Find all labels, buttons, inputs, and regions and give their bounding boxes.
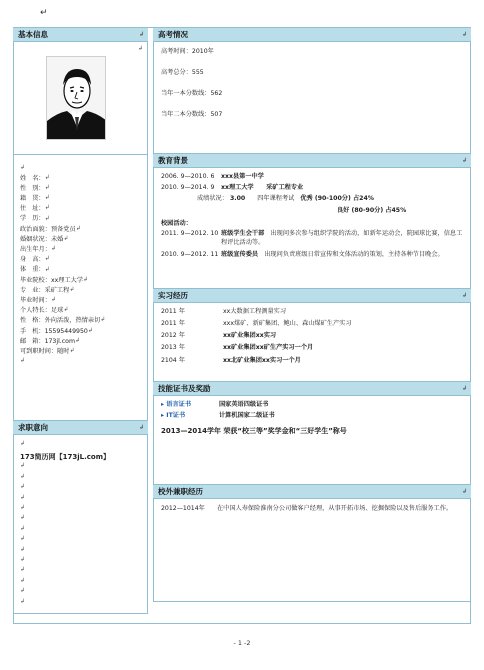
paragraph-mark: ↲	[63, 306, 69, 314]
activity-role: 班级学生会干部	[221, 229, 265, 237]
info-value: 预备党员	[50, 225, 76, 233]
practice-row	[161, 332, 463, 339]
info-label-2: 格	[32, 317, 39, 325]
campus-job-title: 校外兼职经历	[158, 487, 203, 496]
info-colon: ：	[38, 256, 45, 264]
info-label-2: 历	[32, 215, 39, 223]
activity-desc	[221, 230, 463, 248]
info-row	[20, 245, 141, 255]
info-value: 随时	[57, 347, 70, 355]
paragraph-mark: ↲	[44, 204, 50, 212]
info-row-blank	[20, 163, 141, 173]
info-value: 足球	[50, 307, 64, 315]
paragraph-mark: ↲	[44, 255, 50, 263]
empty-line: ↲	[20, 493, 26, 501]
info-label: 婚姻状况	[20, 235, 45, 243]
info-label: 毕业院校	[20, 276, 45, 284]
empty-line: ↲	[20, 462, 26, 470]
paragraph-mark: ↲	[69, 347, 75, 355]
activity-text: 出现问多次参与组织学院的活动，如新年运动会，院园球比赛，信息工程评比活动等。	[221, 229, 463, 246]
info-label-2: 业	[32, 286, 39, 294]
cert-kind-label: 语言证书	[166, 401, 192, 408]
empty-line: ↲	[20, 440, 26, 447]
paragraph-mark: ↲	[87, 326, 93, 334]
edu-school: xxx县第一中学	[221, 173, 264, 180]
info-label-2: 高	[32, 256, 39, 264]
paragraph-mark: ↲	[100, 316, 106, 324]
info-colon: ：	[38, 205, 45, 213]
profile-photo	[46, 56, 106, 140]
info-label: 邮	[20, 337, 33, 345]
gaokao-header	[153, 27, 471, 42]
info-colon: ：	[38, 195, 45, 203]
info-label-2: 名	[32, 174, 39, 182]
cell-mark: ↲	[20, 163, 26, 171]
info-row	[20, 204, 141, 214]
info-colon: ：	[38, 327, 45, 335]
info-label: 毕业时间	[20, 296, 45, 304]
portrait-image	[47, 57, 106, 140]
excellent-rate: 优秀 (90-100分) 占24%	[300, 195, 374, 203]
award-line: 2013—2014学年 荣获“校三等”奖学金和“三好学生”称号	[161, 427, 347, 436]
info-label-2: 贯	[32, 195, 39, 203]
cell-mark: ↲	[461, 488, 467, 495]
paragraph-mark: ↲	[44, 184, 50, 192]
practice-body	[153, 303, 471, 381]
activity-text: 出现问负责班级日常宣传和文体活动的策划，主持各种节目晚会。	[264, 250, 444, 258]
empty-line: ↲	[20, 587, 26, 595]
empty-line: ↲	[20, 504, 26, 511]
practice-text: xx北矿业集团xx实习一个月	[223, 356, 301, 364]
empty-line: ↲	[20, 535, 26, 543]
page-number: - 1 -2	[233, 639, 251, 647]
info-value: 采矿工程	[44, 286, 70, 294]
score-label: 成绩状况：	[197, 195, 228, 203]
cell-mark: ↲	[461, 31, 467, 38]
info-row	[20, 265, 141, 275]
paragraph-mark: ↲	[44, 265, 50, 273]
right-column	[153, 27, 471, 602]
gaokao-line: 当年二本分数线：507	[161, 111, 223, 119]
info-colon: ：	[44, 235, 51, 243]
campus-job-body	[153, 499, 471, 602]
info-colon: ：	[44, 246, 51, 254]
edu-date: 2006. 9—2010. 6	[161, 173, 215, 180]
basic-info-title: 基本信息	[18, 30, 48, 39]
gaokao-line: 高考总分：555	[161, 69, 204, 77]
practice-row	[161, 357, 463, 364]
edu-score-row	[161, 195, 463, 202]
basic-info-header	[13, 27, 148, 42]
practice-year: 2011 年	[161, 320, 185, 328]
education-title: 教育背景	[158, 156, 188, 165]
practice-row	[161, 308, 463, 315]
info-colon: ：	[44, 307, 51, 315]
cert-row	[161, 401, 463, 408]
good-rate: 良好 (80-90分) 占45%	[337, 207, 407, 215]
info-value: 外向活泼，热情亲切	[44, 317, 101, 325]
info-label: 体	[20, 266, 33, 274]
paragraph-mark: ↲	[83, 275, 89, 283]
empty-line: ↲	[20, 555, 26, 563]
info-label: 可到职时间	[20, 347, 51, 355]
info-row	[20, 306, 141, 316]
empty-line: ↲	[20, 514, 26, 522]
info-label-2: 重	[32, 266, 39, 274]
empty-line: ↲	[20, 472, 26, 480]
cert-kind-label: IT证书	[166, 412, 186, 420]
practice-rows	[161, 308, 463, 364]
info-row-end	[20, 357, 141, 367]
info-value: 未婚	[50, 235, 64, 243]
info-colon: ：	[44, 296, 51, 304]
edu-row	[161, 173, 463, 180]
practice-header	[153, 288, 471, 303]
info-colon: ：	[38, 337, 45, 345]
edu-date: 2010. 9—2014. 9	[161, 184, 215, 192]
left-column	[13, 27, 148, 614]
practice-year: 2012 年	[161, 332, 185, 340]
info-label: 性	[20, 317, 33, 325]
info-label: 出生年月	[20, 246, 45, 254]
empty-line: ↲	[20, 483, 26, 491]
gaokao-body	[153, 42, 471, 153]
edu-row	[161, 184, 463, 191]
info-label: 住	[20, 205, 33, 213]
info-colon: ：	[38, 266, 45, 274]
cert-header	[153, 381, 471, 396]
info-row	[20, 316, 141, 326]
info-row	[20, 275, 141, 285]
empty-line: ↲	[20, 566, 26, 574]
gaokao-title: 高考情况	[158, 30, 188, 39]
cell-mark: ↲	[137, 45, 143, 52]
gaokao-line: 高考时间：2010年	[161, 48, 214, 55]
job-site-link[interactable]: 173简历网【173jL.com】	[20, 453, 110, 462]
info-colon: ：	[38, 215, 45, 223]
practice-text: xx矿业集团xx实习	[223, 332, 277, 340]
info-row	[20, 183, 141, 193]
info-colon: ：	[44, 276, 51, 284]
empty-line: ↲	[20, 597, 26, 605]
info-label: 手	[20, 327, 33, 335]
info-label: 个人特长	[20, 307, 45, 315]
practice-row	[161, 344, 463, 351]
cell-mark: ↲	[461, 385, 467, 392]
practice-text: xxx煤矿、新矿集团、鲍山、森山煤矿生产实习	[223, 320, 352, 328]
cert-kind: ▸ IT证书	[161, 412, 186, 420]
cert-kind: ▸ 语言证书	[161, 401, 192, 408]
info-colon: ：	[44, 225, 51, 233]
info-row	[20, 224, 141, 234]
info-label: 籍	[20, 195, 33, 203]
empty-line: ↲	[20, 576, 26, 584]
activity-date: 2010. 9—2012. 11	[161, 250, 219, 258]
education-body	[153, 168, 471, 288]
practice-year: 2104 年	[161, 356, 185, 364]
paragraph-mark: ↲	[50, 296, 56, 304]
job-intent-body	[13, 435, 148, 614]
info-row	[20, 194, 141, 204]
info-colon: ：	[50, 347, 58, 355]
info-colon: ：	[38, 317, 45, 325]
info-label-2: 箱	[32, 337, 39, 345]
paragraph-mark: ↵	[40, 8, 48, 18]
cert-title: 技能证书及奖励	[158, 384, 211, 393]
cell-mark: ↲	[461, 157, 467, 164]
education-header	[153, 153, 471, 168]
activity-row	[161, 251, 463, 260]
campus-job-header	[153, 484, 471, 499]
cell-mark: ↲	[20, 357, 26, 365]
paragraph-mark: ↲	[75, 224, 81, 232]
activity-desc	[221, 251, 444, 260]
practice-title: 实习经历	[158, 291, 188, 300]
practice-text: xx大数据工程测量实习	[223, 308, 287, 315]
job-empty-lines	[20, 463, 141, 608]
cert-name: 计算机国家二级证书	[219, 412, 275, 420]
cert-row	[161, 412, 463, 419]
cert-body	[153, 396, 471, 484]
info-row	[20, 234, 141, 244]
empty-line: ↲	[20, 524, 26, 532]
info-colon: ：	[38, 184, 45, 192]
info-row	[20, 255, 141, 265]
paragraph-mark: ↲	[44, 173, 50, 181]
cell-mark: ↲	[138, 31, 144, 38]
paragraph-mark: ↲	[75, 336, 81, 344]
info-label: 姓	[20, 174, 33, 182]
info-row	[20, 295, 141, 305]
info-row	[20, 285, 141, 295]
job-intent-header	[13, 420, 148, 435]
info-value: 173jl.com	[44, 337, 75, 345]
practice-year: 2011 年	[161, 308, 185, 315]
info-value: 15595449950	[44, 327, 88, 335]
info-label-2: 别	[32, 184, 39, 192]
paragraph-mark: ↲	[44, 194, 50, 202]
practice-year: 2013 年	[161, 344, 185, 352]
info-label-2: 址	[32, 205, 39, 213]
campus-activity-label: 校园活动：	[161, 219, 192, 227]
info-rows	[20, 173, 141, 356]
cell-mark: ↲	[461, 292, 467, 299]
activity-row	[161, 230, 463, 248]
practice-row	[161, 320, 463, 327]
basic-info-list	[13, 154, 148, 420]
gaokao-line: 当年一本分数线：562	[161, 90, 223, 98]
info-label: 政治面貌	[20, 225, 45, 233]
paragraph-mark: ↲	[69, 285, 75, 293]
campus-job-row	[161, 504, 463, 514]
score-value: 3.00	[229, 195, 246, 203]
info-colon: ：	[38, 286, 45, 294]
campus-job-period: 2012—1014年	[161, 505, 205, 512]
info-label: 学	[20, 215, 33, 223]
info-row	[20, 214, 141, 224]
info-label: 专	[20, 286, 33, 294]
cell-mark: ↲	[138, 424, 144, 431]
campus-job-text: 在中国人寿保险淮南分公司做客户经理，从事开拓市场、挖掘保险以及售后服务工作。	[217, 505, 453, 512]
cert-name: 国家英语四级证书	[219, 401, 269, 408]
activity-role: 班级宣传委员	[221, 250, 259, 258]
info-label: 身	[20, 256, 33, 264]
info-label-2: 机	[32, 327, 39, 335]
info-row	[20, 326, 141, 336]
info-value: xx理工大学	[50, 276, 84, 284]
empty-line: ↲	[20, 545, 26, 553]
exam-label: 四年课程考试	[257, 195, 295, 203]
activity-date: 2011. 9—2012. 10	[161, 229, 219, 237]
paragraph-mark: ↲	[44, 214, 50, 222]
edu-university: xx理工大学 采矿工程专业	[221, 184, 304, 192]
paragraph-mark: ↲	[50, 245, 56, 253]
info-colon: ：	[38, 174, 45, 182]
info-row	[20, 173, 141, 183]
info-label: 性	[20, 184, 33, 192]
info-row	[20, 336, 141, 346]
info-row	[20, 346, 141, 356]
practice-text: xx矿业集团xx矿生产实习一个月	[223, 344, 314, 352]
job-intent-title: 求职意向	[18, 423, 48, 432]
paragraph-mark: ↲	[63, 234, 69, 242]
photo-cell	[13, 42, 148, 154]
